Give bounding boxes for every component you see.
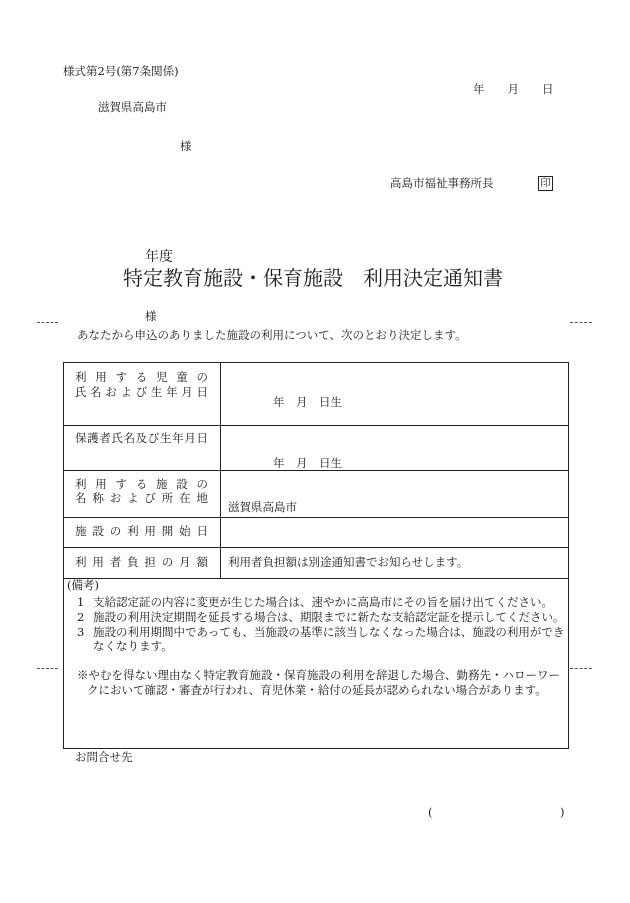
note-number: 2 xyxy=(77,610,85,624)
row-label-line: 氏名および生年月日 xyxy=(75,385,208,399)
monthly-fee-note: 利用者負担額は別途通知書でお知らせします。 xyxy=(228,555,469,569)
note-text-continued: なくなります。 xyxy=(93,639,173,653)
row-label-line: 名称および所在地 xyxy=(75,491,208,505)
contact-label: お問合せ先 xyxy=(75,750,133,764)
notes-section xyxy=(64,579,568,748)
remark-text-continued: クにおいて確認・審査が行われ、育児休業・給付の延長が認められない場合があります。 xyxy=(87,683,547,697)
note-number: 1 xyxy=(77,595,85,609)
form-number: 様式第2号(第7条関係) xyxy=(63,64,179,78)
row-label-cell xyxy=(64,548,221,578)
seal-stamp-box: 印 xyxy=(538,176,553,191)
note-number: 3 xyxy=(77,625,85,639)
addressee-honorific: 様 xyxy=(180,139,192,153)
addressee-city: 滋賀県高島市 xyxy=(98,100,167,114)
table-row-guardian xyxy=(64,426,568,471)
facility-address-field: 滋賀県高島市 xyxy=(228,500,297,514)
contact-paren-close: ) xyxy=(560,805,565,819)
remark-text: ※やむを得ない理由なく特定教育施設・保育施設の利用を辞退した場合、勤務先・ハローワー xyxy=(77,668,560,682)
row-label-cell xyxy=(64,363,221,425)
table-row-start-date xyxy=(64,518,568,548)
page-title: 特定教育施設・保育施設 利用決定通知書 xyxy=(123,266,503,290)
note-text: 施設の利用期間中であっても、当施設の基準に該当しなくなった場合は、施設の利用ができ xyxy=(93,625,565,639)
decision-table xyxy=(63,362,569,749)
row-label-line: 利用する施設の xyxy=(75,477,208,491)
issue-date: 年 月 日 xyxy=(473,82,554,96)
row-label-cell xyxy=(64,518,221,547)
guardian-birthdate-field: 年 月 日生 xyxy=(273,456,342,470)
table-row-child xyxy=(64,363,568,426)
table-row-monthly-fee xyxy=(64,548,568,579)
fold-mark-left-upper xyxy=(37,322,58,323)
fold-mark-right-upper xyxy=(570,322,592,323)
row-label-line: 保護者氏名及び生年月日 xyxy=(75,431,208,445)
table-row-facility xyxy=(64,471,568,518)
row-label-line: 施設の利用開始日 xyxy=(75,524,208,538)
contact-paren-open: ( xyxy=(428,805,433,819)
fold-mark-right-lower xyxy=(570,668,592,669)
notes-heading: (備考) xyxy=(67,578,99,592)
intro-text: あなたから申込のありました施設の利用について、次のとおり決定します。 xyxy=(77,328,467,342)
note-text: 支給認定証の内容に変更が生じた場合は、速やかに高島市にその旨を届け出てください。 xyxy=(93,595,553,609)
note-text: 施設の利用決定期間を延長する場合は、期限までに新たな支給認定証を提示してください。 xyxy=(93,610,565,624)
child-birthdate-field: 年 月 日生 xyxy=(273,395,342,409)
row-label-cell xyxy=(64,471,221,517)
issuer-title: 高島市福祉事務所長 xyxy=(390,176,494,190)
row-label-cell xyxy=(64,426,221,470)
recipient-honorific: 様 xyxy=(145,309,157,323)
fiscal-year-label: 年度 xyxy=(145,249,173,265)
row-label-line: 利用者負担の月額 xyxy=(75,555,208,569)
row-label-line: 利用する児童の xyxy=(75,370,208,384)
fold-mark-left-lower xyxy=(37,668,58,669)
